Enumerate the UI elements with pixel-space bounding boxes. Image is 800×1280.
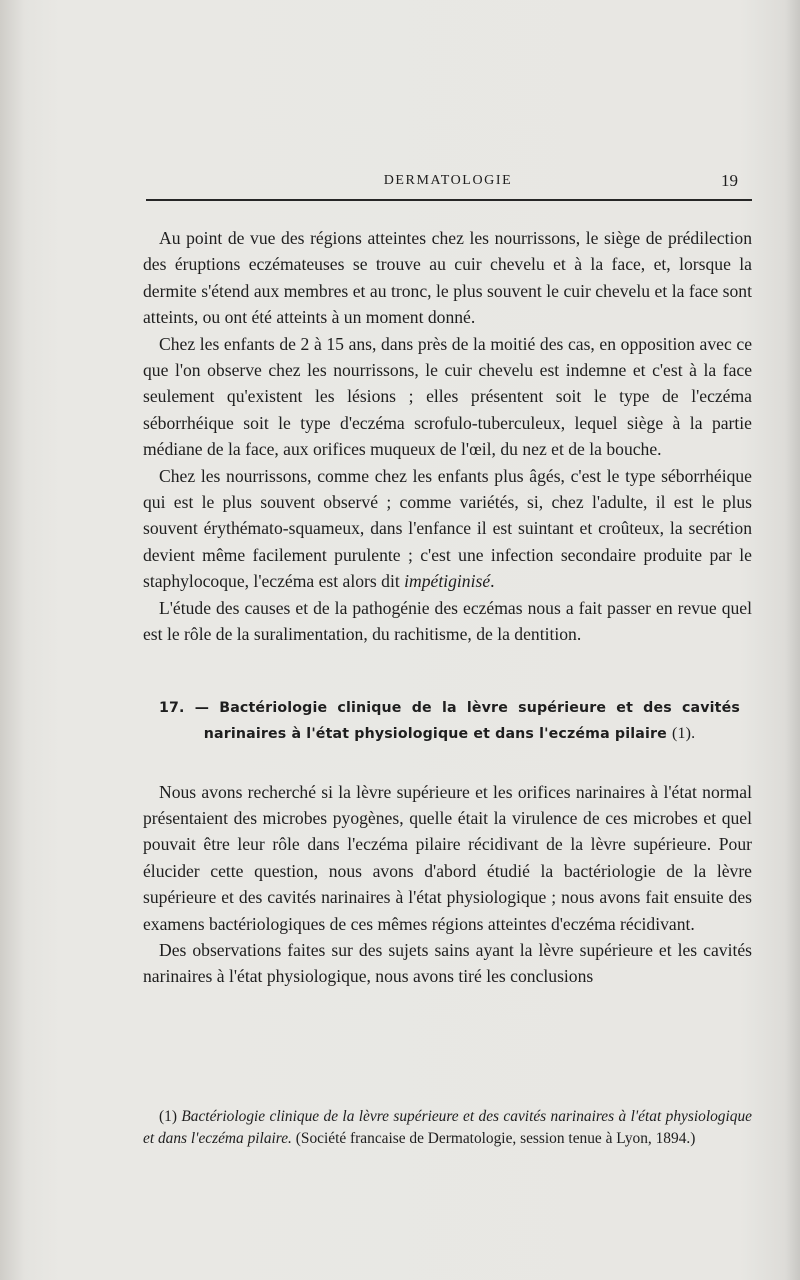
- italic-term: impétiginisé: [404, 571, 491, 592]
- page-number: 19: [721, 171, 738, 190]
- page-header: [144, 171, 752, 195]
- footnote-reference: (1).: [671, 724, 696, 742]
- body-text: [143, 225, 752, 990]
- paragraph-text: Chez les nourrissons, comme chez les enfants plus âgés, c'est le type séborrhéique qui est le plus souvent observé ; comme variétés, si, chez l'adulte, il est le plus souvent érythémato-squameux, dans l'enfance il est suintant et croûteux, la secrétion devient même facilement purulente ; c'est une infection secondaire produite par le staphylocoque, l'eczéma est alors dit: [143, 465, 752, 592]
- header-rule: [146, 199, 752, 201]
- footnote-marker: (1): [159, 1108, 177, 1125]
- paragraph: Au point de vue des régions atteintes chez les nourrissons, le siège de prédilection des éruptions eczémateuses se trouve au cuir chevelu et à la face, et, lorsque la dermite s'étend aux membres et au tronc, le plus souvent le cuir chevelu et la face sont atteints, ou ont été atteints à un moment donné.: [143, 228, 752, 328]
- paragraph: Chez les enfants de 2 à 15 ans, dans près de la moitié des cas, en opposition avec ce que l'on observe chez les nourrissons, le cuir chevelu est indemne et c'est à la face seulement qu'existent les lésions ; elles présentent soit le type de l'eczéma séborrhéique soit le type d'eczéma scrofulo-tuberculeux, lequel siège à la partie médiane de la face, aux orifices muqueux de l'œil, du nez et de la bouche.: [143, 333, 752, 460]
- paragraph: L'étude des causes et de la pathogénie des eczémas nous a fait passer en revue quel est le rôle de la suralimentation, du rachitisme, de la dentition.: [143, 597, 752, 645]
- section-body: [143, 779, 752, 990]
- footnote-text: (Société francaise de Dermatologie, session tenue à Lyon, 1894.): [295, 1129, 696, 1147]
- footnote-title: Bactériologie clinique de la lèvre supérieure et des cavités narinaires à l'état physiologique et dans l'eczéma pilaire.: [143, 1108, 752, 1147]
- section-title-text: 17. — Bactériologie clinique de la lèvre supérieure et des cavités narinaires à l'état physiologique et dans l'eczéma pilaire: [159, 699, 740, 742]
- footnote: [143, 1106, 752, 1149]
- paragraph-text-end: .: [490, 571, 495, 592]
- paragraph: Nous avons recherché si la lèvre supérieure et les orifices narinaires à l'état normal présentaient des microbes pyogènes, quelle était la virulence de ces microbes et quel pouvait être leur rôle dans l'eczéma pilaire récidivant de la lèvre supérieure. Pour élucider cette question, nous avons d'abord étudié la bactériologie de la lèvre supérieure et des cavités narinaires à l'état physiologique ; nous avons fait ensuite des examens bactériologiques de ces mêmes régions atteintes d'eczéma récidivant.: [143, 781, 752, 934]
- paragraph: Des observations faites sur des sujets sains ayant la lèvre supérieure et les cavités narinaires à l'état physiologique, nous avons tiré les conclusions: [143, 939, 752, 987]
- section-title: [143, 696, 752, 747]
- paragraph: [143, 463, 752, 595]
- running-title: DERMATOLOGIE: [383, 173, 513, 188]
